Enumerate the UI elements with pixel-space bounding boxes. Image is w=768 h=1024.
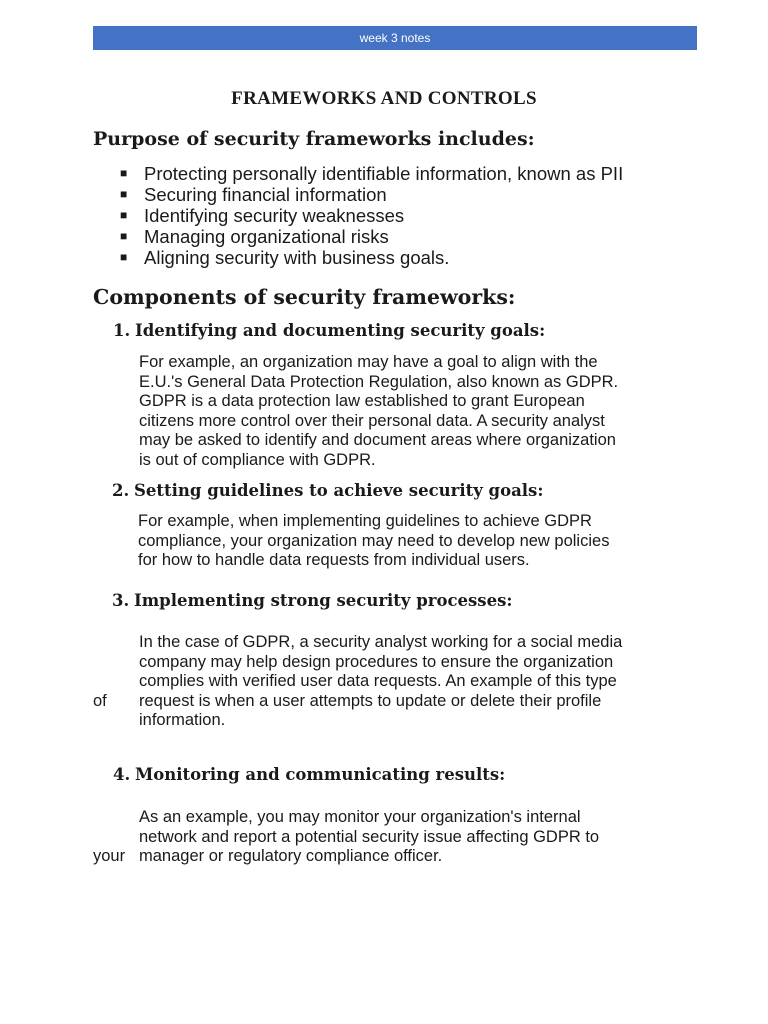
bullet-icon: ■ — [120, 208, 128, 222]
bullet-icon: ■ — [120, 187, 128, 201]
stray-word: of — [93, 692, 107, 710]
components-heading: Components of security frameworks: — [93, 285, 516, 309]
purpose-heading: Purpose of security frameworks includes: — [93, 128, 535, 150]
section-heading-1 — [113, 320, 545, 342]
section-paragraph-2: For example, when implementing guidelines to achieve GDPR compliance, your organization may need to develop new policies for how to handle data requests from individual users. — [138, 512, 610, 570]
list-item: ■ Aligning security with business goals. — [120, 247, 450, 268]
section-paragraph-3: In the case of GDPR, a security analyst working for a social media company may help design procedures to ensure the organization complies with verified user data requests. An example of this type request is when a user attempts to update or delete their profile information. — [139, 633, 623, 730]
section-title: Setting guidelines to achieve security goals: — [134, 481, 544, 500]
list-item: ■ Managing organizational risks — [120, 226, 389, 247]
section-heading-4 — [113, 764, 505, 786]
document-title: FRAMEWORKS AND CONTROLS — [231, 88, 537, 109]
purpose-list — [120, 163, 623, 268]
list-item: ■ Securing financial information — [120, 184, 387, 205]
bullet-icon: ■ — [120, 229, 128, 243]
section-paragraph-1: For example, an organization may have a goal to align with the E.U.'s General Data Protection Regulation, also known as GDPR. GDPR is a data protection law established to grant European citizens more control over their personal data. A security analyst may be asked to identify and document areas where organization is out of compliance with GDPR. — [139, 353, 619, 469]
section-heading-2 — [112, 480, 543, 502]
bullet-icon: ■ — [120, 250, 128, 264]
section-number: 3. — [112, 591, 130, 610]
section-title: Implementing strong security processes: — [134, 591, 513, 610]
list-item: ■ Identifying security weaknesses — [120, 205, 405, 226]
section-number: 4. — [113, 765, 131, 784]
section-title: Identifying and documenting security goals: — [135, 321, 546, 340]
section-heading-3 — [112, 590, 512, 612]
header-band — [93, 26, 697, 50]
section-number: 2. — [112, 481, 130, 500]
header-text: week 3 notes — [359, 31, 431, 45]
section-paragraph-4: As an example, you may monitor your organization's internal network and report a potential security issue affecting GDPR to manager or regulatory compliance officer. — [139, 808, 600, 866]
stray-word: your — [93, 847, 126, 865]
section-number: 1. — [113, 321, 131, 340]
section-title: Monitoring and communicating results: — [135, 765, 506, 784]
list-item: ■ Protecting personally identifiable information, known as PII — [120, 163, 624, 184]
bullet-icon: ■ — [120, 166, 128, 180]
